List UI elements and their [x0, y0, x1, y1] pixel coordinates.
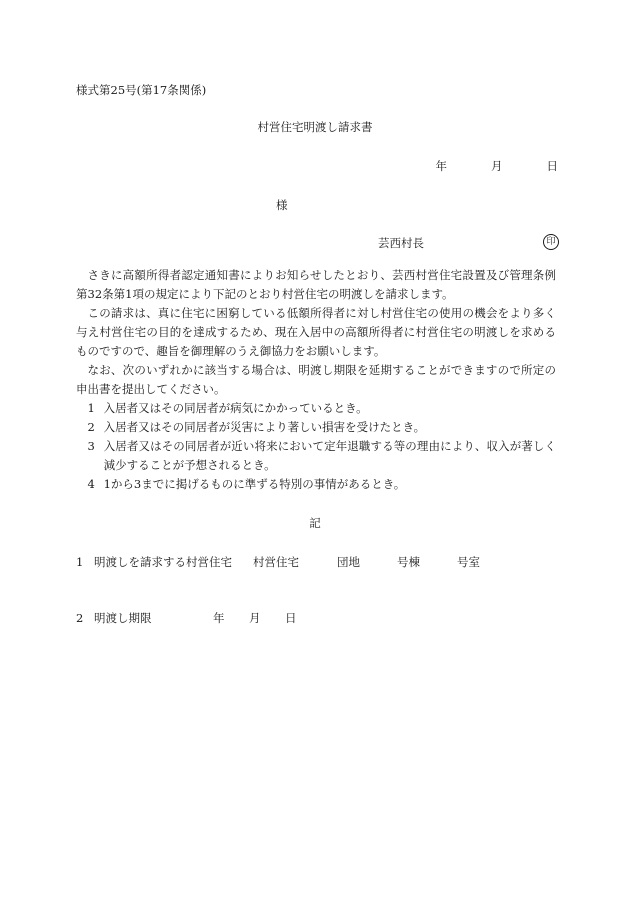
condition-item: 2 入居者又はその同居者が災害により著しい損害を受けたとき。 — [87, 420, 426, 434]
deadline-year: 年 — [213, 611, 225, 625]
date-day: 日 — [546, 159, 558, 173]
danchi-label: 団地 — [337, 555, 360, 569]
item-housing — [76, 557, 480, 569]
item-deadline — [76, 613, 297, 625]
item-label: 明渡し期限 — [94, 611, 152, 625]
addressee-suffix: 様 — [276, 198, 288, 212]
date-line — [436, 161, 559, 173]
document-title: 村営住宅明渡し請求書 — [257, 120, 373, 134]
sender-name: 芸西村長 — [378, 236, 424, 250]
item-number: 2 — [76, 611, 84, 625]
paragraph-notice: さきに高額所得者認定通知書によりお知らせしたとおり、芸西村営住宅設置及び管理条例第32条第1項の規定により下記のとおり村営住宅の明渡しを請求します。 — [76, 268, 556, 301]
ki-heading: 記 — [309, 516, 321, 530]
deadline-day: 日 — [285, 611, 297, 625]
date-month: 月 — [491, 159, 503, 173]
deadline-month: 月 — [249, 611, 261, 625]
room-label: 号室 — [457, 555, 480, 569]
paragraph-extension: なお、次のいずれかに該当する場合は、明渡し期限を延期することができますので所定の申出書を提出してください。 — [76, 363, 556, 396]
request-body — [76, 266, 556, 494]
form-number: 様式第25号(第17条関係) — [76, 83, 207, 97]
conditions-list — [76, 399, 556, 494]
condition-item: 1 入居者又はその同居者が病気にかかっているとき。 — [87, 401, 368, 415]
housing-label: 村営住宅 — [253, 555, 299, 569]
item-label: 明渡しを請求する村営住宅 — [94, 555, 232, 569]
item-number: 1 — [76, 555, 84, 569]
paragraph-purpose: この請求は、真に住宅に困窮している低額所得者に対し村営住宅の使用の機会をより多く与え村営住宅の目的を達成するため、現在入居中の高額所得者に村営住宅の明渡しを求めるものですので、趣旨を御理解のうえ御協力をお願いします。 — [76, 306, 556, 358]
seal-mark: 印 — [543, 234, 559, 250]
building-label: 号棟 — [397, 555, 420, 569]
condition-item: 3 入居者又はその同居者が近い将来において定年退職する等の理由により、収入が著しく減少することが予想されるとき。 — [87, 439, 556, 472]
date-year: 年 — [435, 159, 447, 173]
condition-item: 4 1から3までに掲げるものに準ずる特別の事情があるとき。 — [87, 477, 406, 491]
